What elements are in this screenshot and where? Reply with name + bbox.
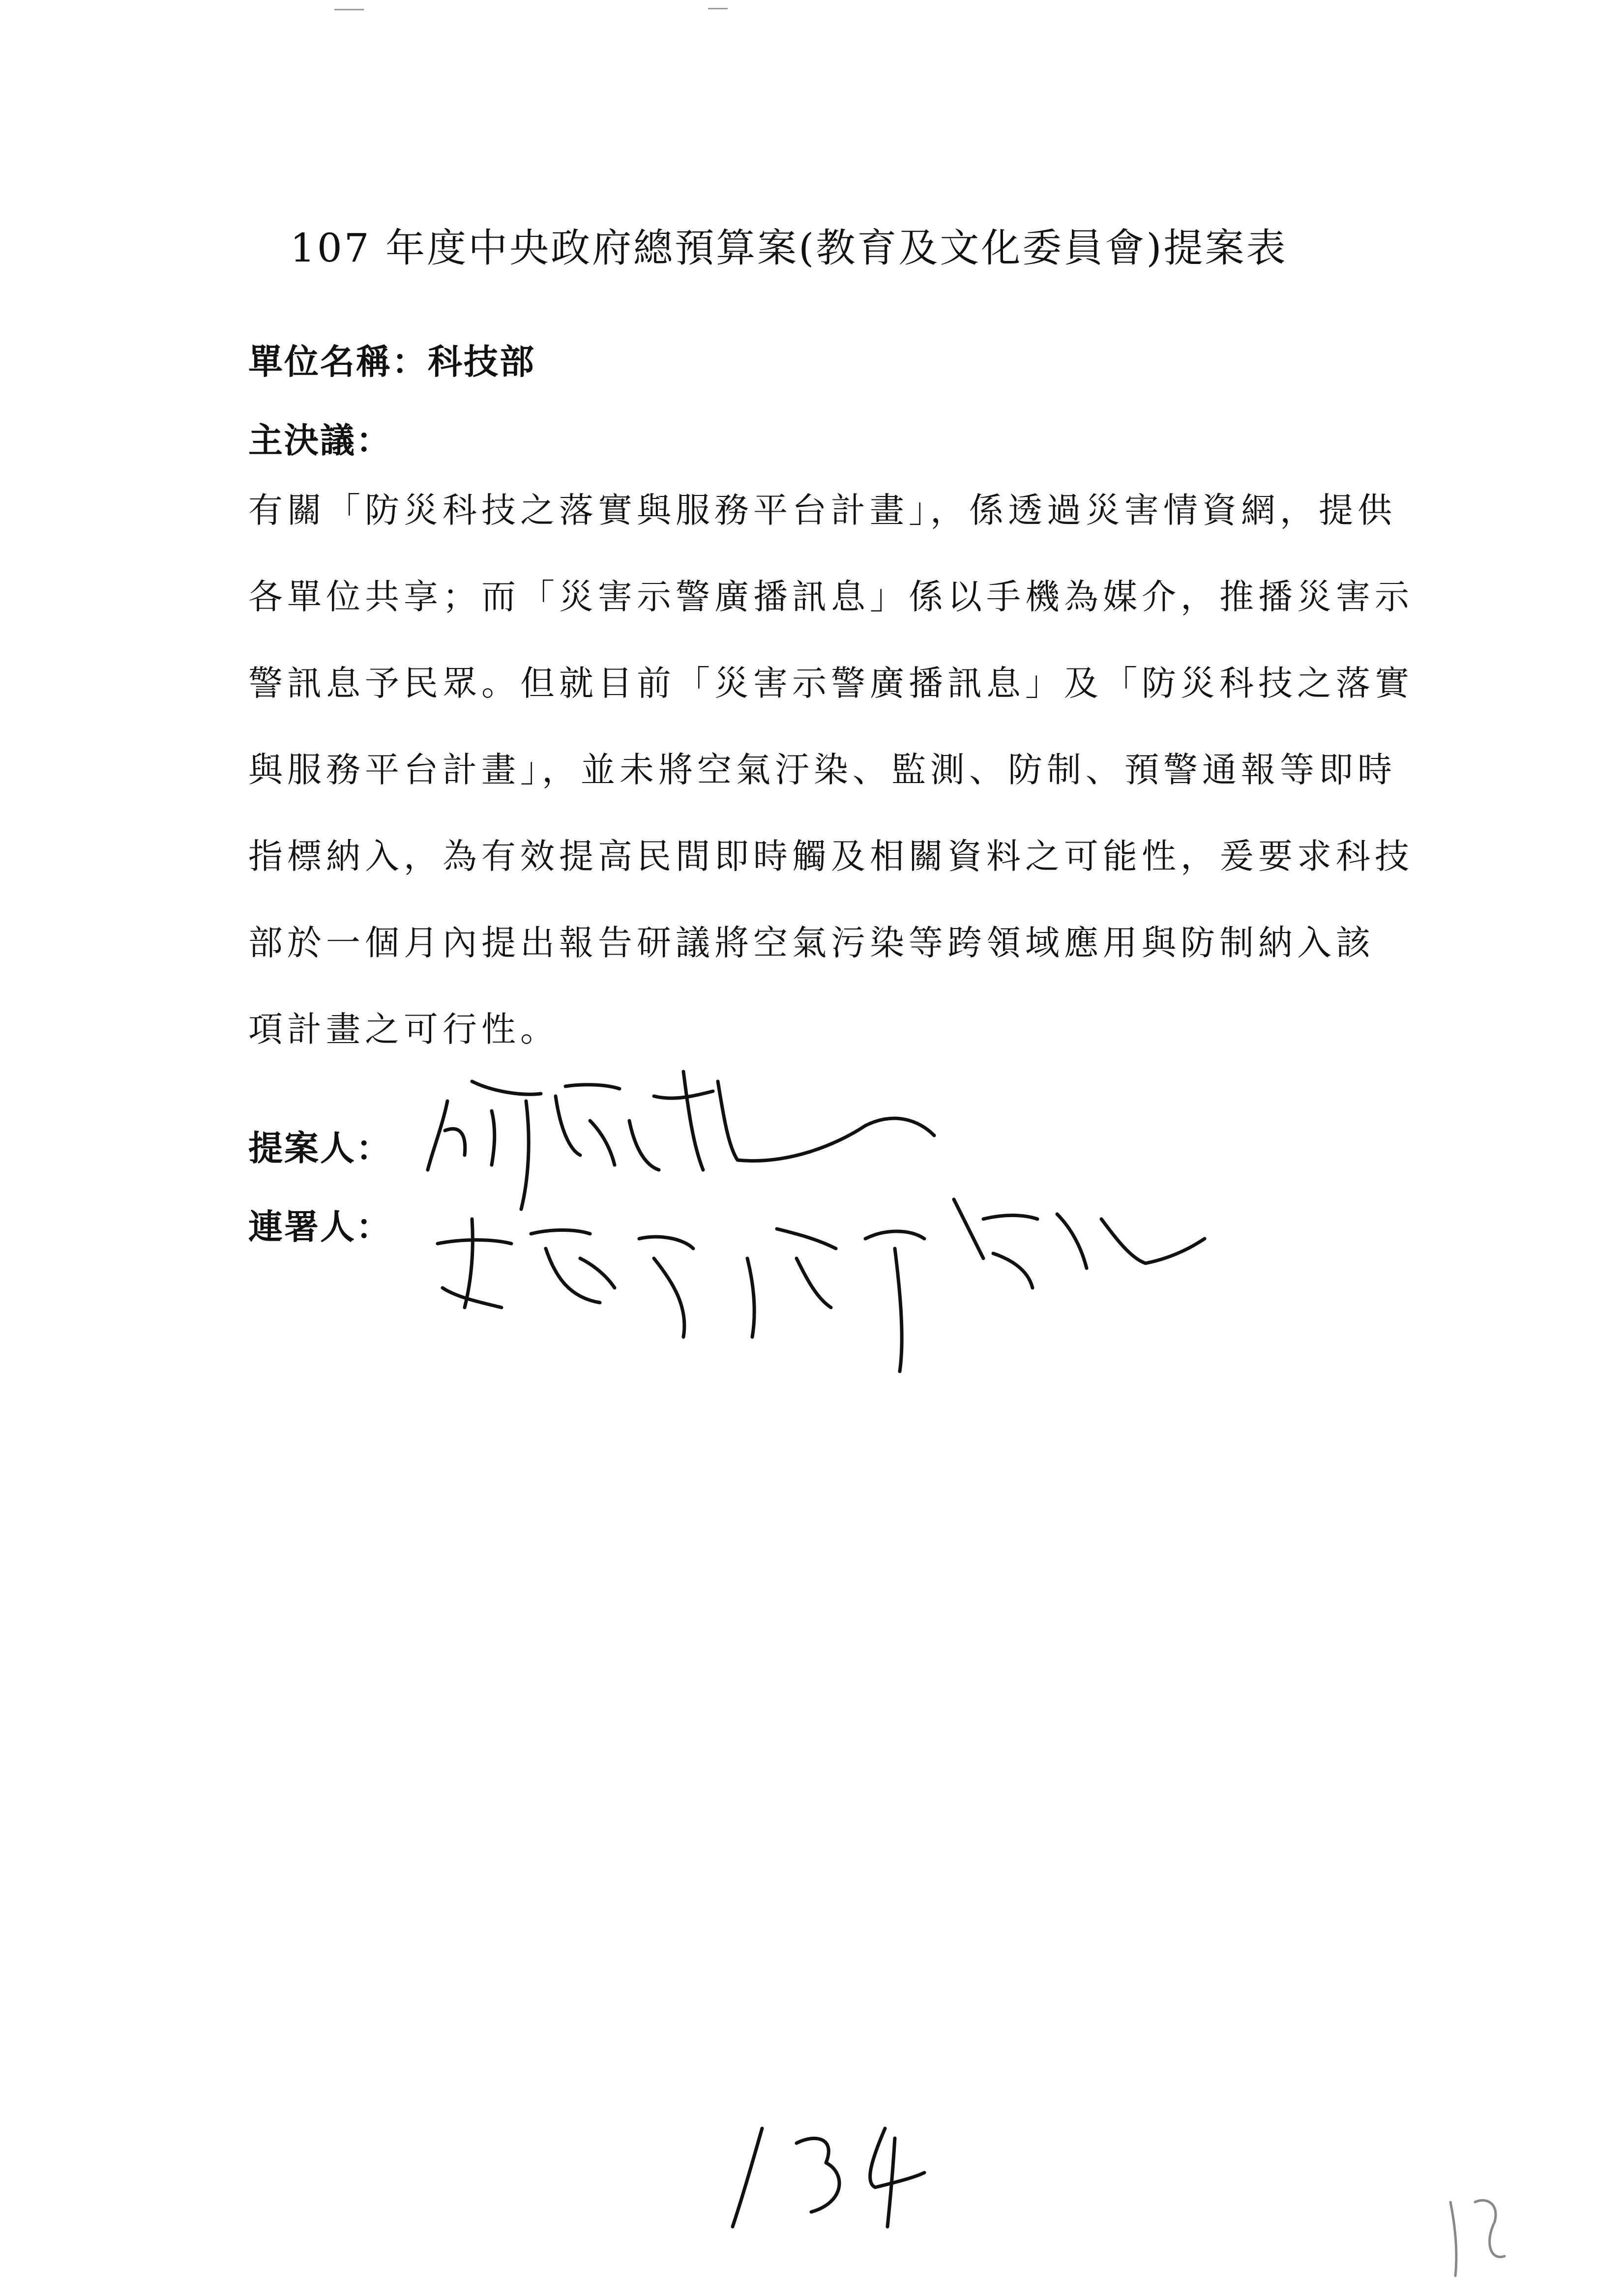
body-line-6: 部於一個月內提出報告研議將空氣污染等跨領域應用與防制納入該 xyxy=(248,923,1375,963)
page-number-text xyxy=(738,2143,878,2229)
scan-mark-top-1 xyxy=(334,9,364,10)
body-line-4: 與服務平台計畫」，並未將空氣汙染、監測、防制、預警通報等即時 xyxy=(248,750,1396,790)
body-line-1: 有關「防災科技之落實與服務平台計畫」，係透過災害情資網，提供 xyxy=(248,490,1396,530)
body-line-5: 指標納入，為有效提高民間即時觸及相關資料之可能性，爰要求科技 xyxy=(248,836,1414,876)
resolution-body xyxy=(248,467,1414,1073)
body-line-7: 項計畫之可行性。 xyxy=(248,1009,559,1049)
body-line-3: 警訊息予民眾。但就目前「災害示警廣播訊息」及「防災科技之落實 xyxy=(248,663,1414,703)
proposer-signature-text xyxy=(443,1111,531,1153)
body-line-2: 各單位共享；而「災害示警廣播訊息」係以手機為媒介，推播災害示 xyxy=(248,577,1414,617)
proposer-label: 提案人： xyxy=(248,1128,392,1168)
document-title: 107 年度中央政府總預算案(教育及文化委員會)提案表 xyxy=(290,225,1288,271)
cosigner-label: 連署人： xyxy=(248,1207,392,1247)
cosigner-signatures xyxy=(438,1199,1205,1371)
scan-mark-top-2 xyxy=(708,8,728,9)
main-resolution-label: 主決議： xyxy=(248,420,392,461)
unit-name-label: 單位名稱：科技部 xyxy=(248,342,535,382)
margin-note-text xyxy=(1446,2207,1508,2265)
